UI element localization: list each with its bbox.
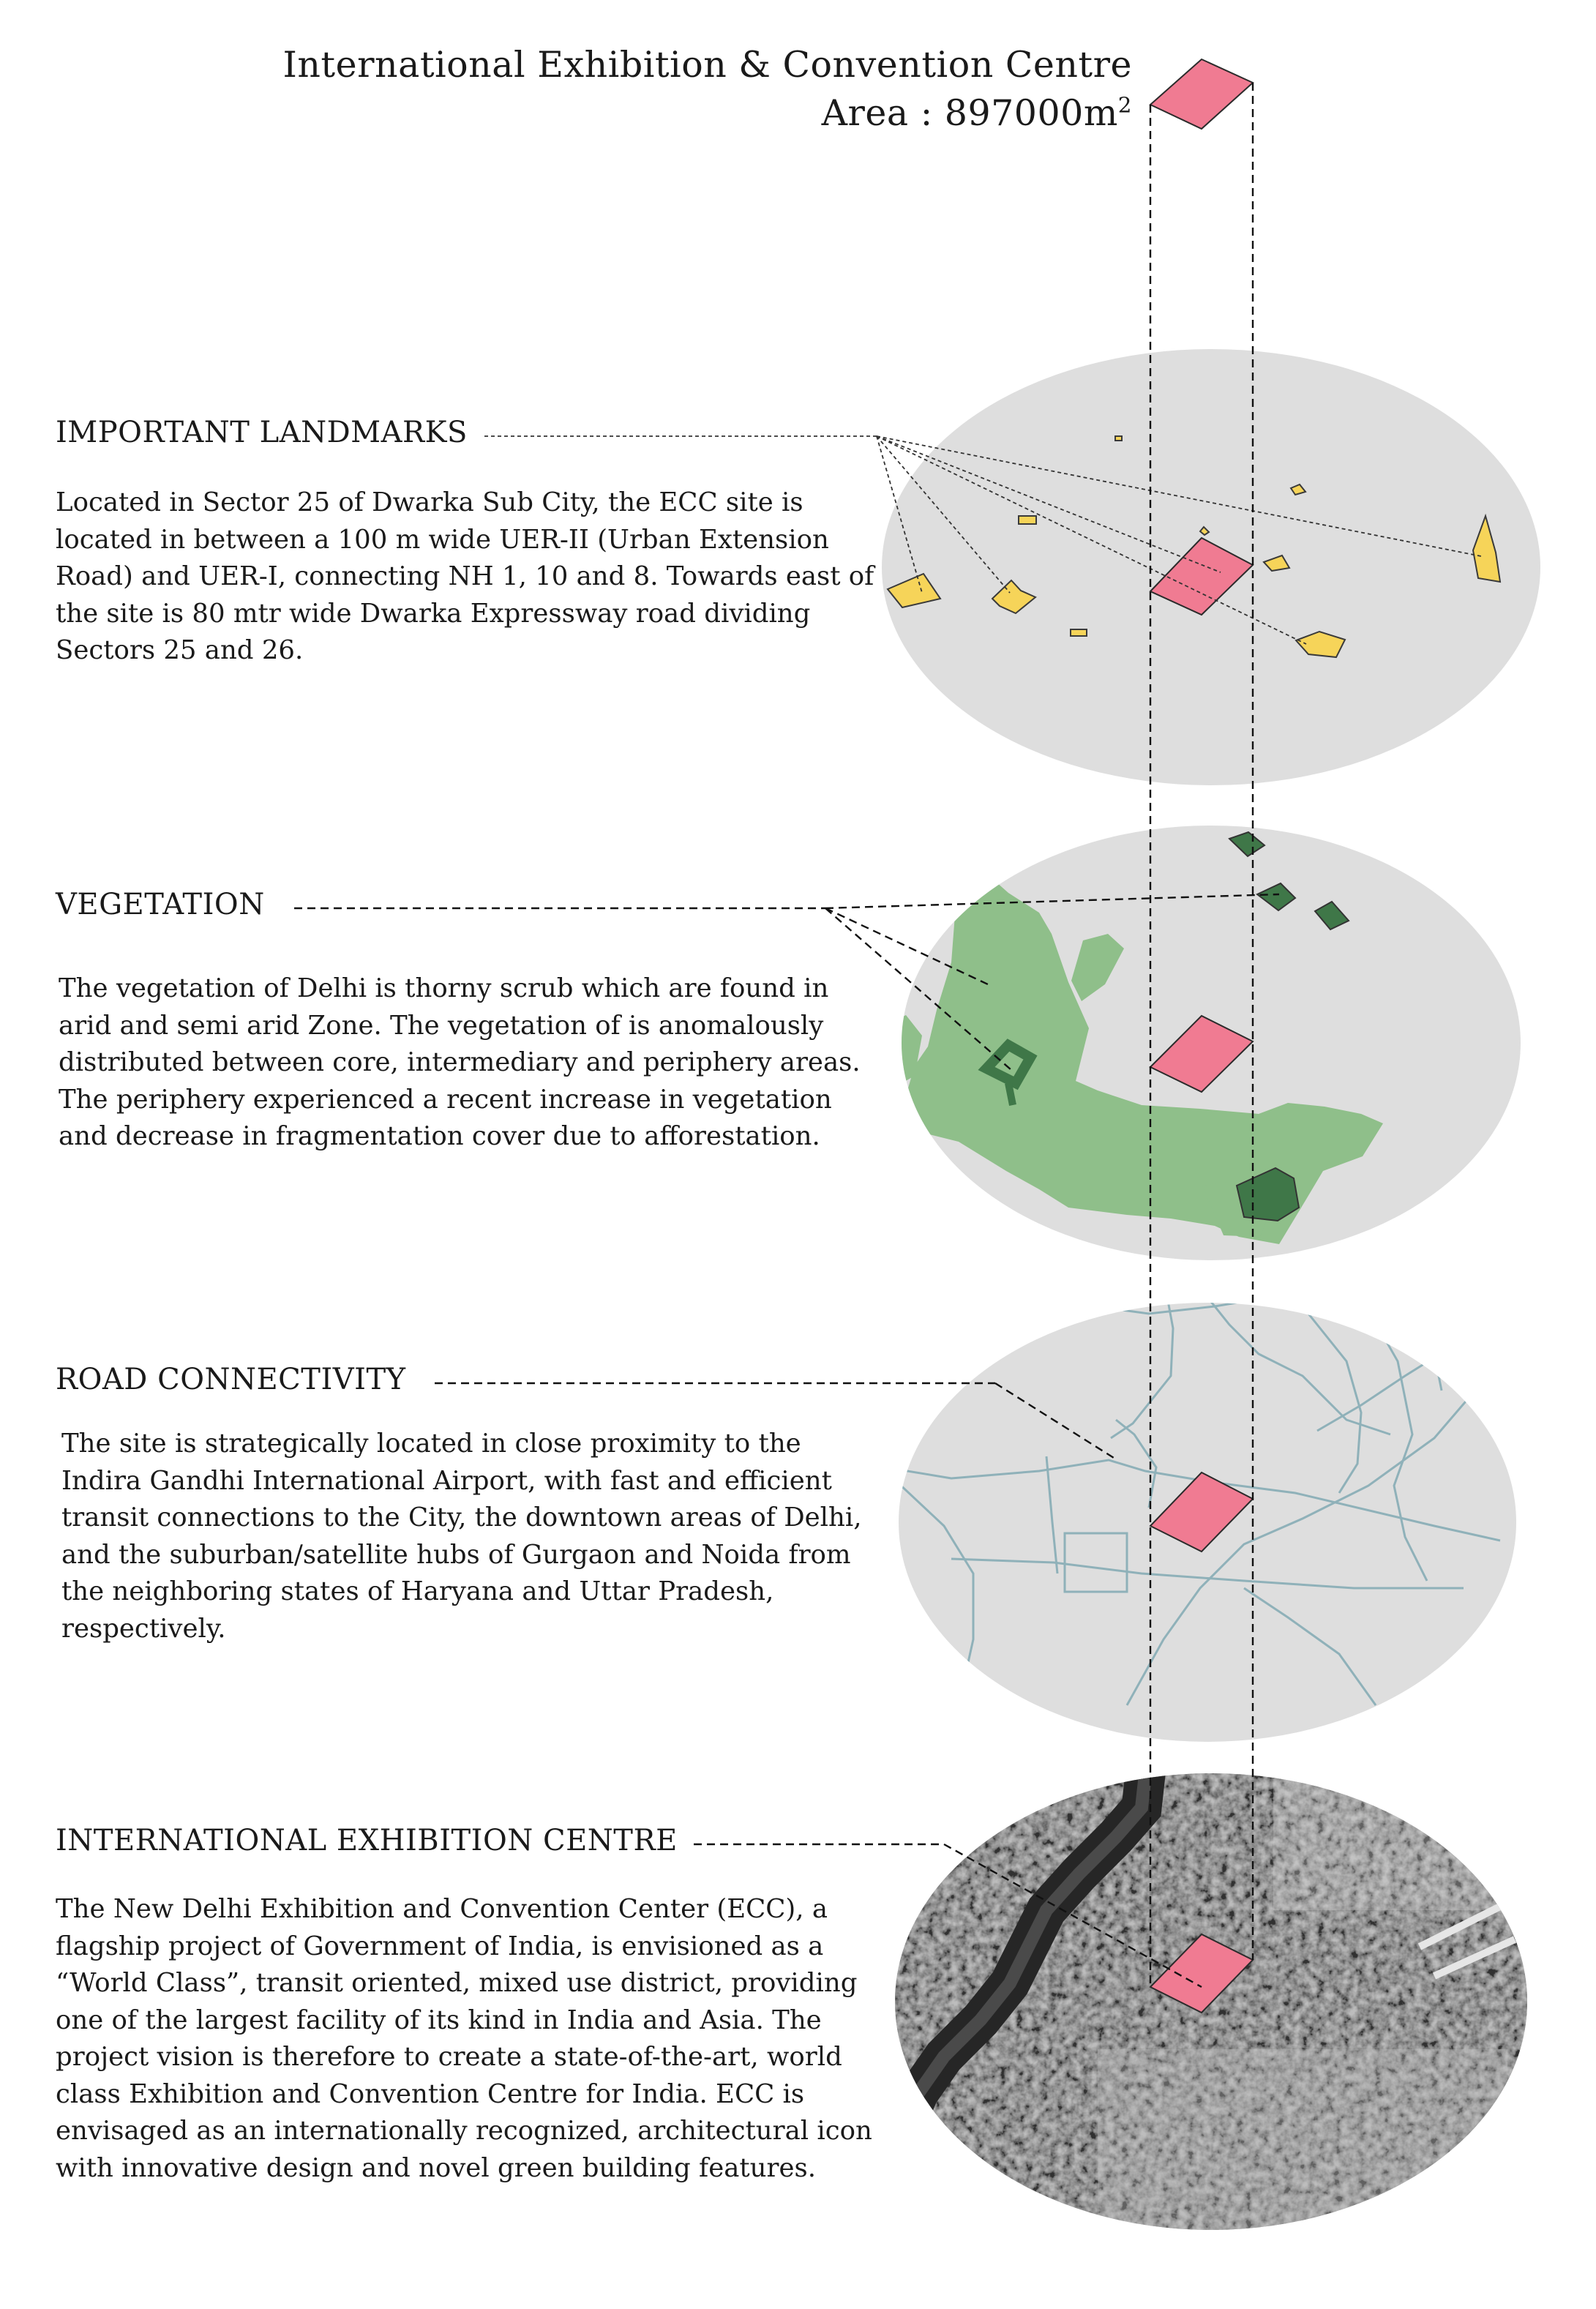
vegetation-body: The vegetation of Delhi is thorny scrub which are found in arid and semi arid Zone. The vegetation of is anomalously distributed between core, intermediary and periphery areas. The periphery experienced a recent increase in vegetation and decrease in fragmentation cover due to afforestation. xyxy=(59,973,861,1151)
landmarks-body: Located in Sector 25 of Dwarka Sub City, the ECC site is located in between a 100 m wide UER-II (Urban Extension Road) and UER-I, connecting NH 1, 10 and 8. Towards east of the site is 80 mtr wide Dwarka Expressway road dividing Sectors 25 and 26. xyxy=(56,487,874,665)
title-block xyxy=(283,41,1132,138)
road-heading: ROAD CONNECTIVITY xyxy=(56,1363,411,1396)
vegetation-dense-stem xyxy=(1008,1083,1013,1105)
exhibition-body: The New Delhi Exhibition and Convention Center (ECC), a flagship project of Government of India, is envisioned as a “World Class”, transit oriented, mixed use district, providing one of the largest facility of its kind in India and Asia. The project vision is therefore to create a state-of-the-art, world class Exhibition and Convention Centre for India. ECC is envisaged as an internationally recognized, architectural icon with innovative design and novel green building features. xyxy=(56,1894,872,2183)
landmark-parcel xyxy=(1115,436,1122,441)
landmark-parcel xyxy=(1019,516,1036,524)
satellite-light-zone xyxy=(1098,2049,1507,2239)
site-parcel-top xyxy=(1150,59,1253,129)
area-label: Area : $897000m^2$ xyxy=(821,92,1132,134)
page-title: International Exhibition & Convention Centre xyxy=(282,44,1132,86)
satellite-light-zone xyxy=(1273,1778,1507,1910)
exhibition-heading: INTERNATIONAL EXHIBITION CENTRE xyxy=(56,1824,682,1857)
landmark-parcel xyxy=(1071,629,1087,636)
road-body: The site is strategically located in close proximity to the Indira Gandhi International Airport, with fast and efficient transit connections to the City, the downtown areas of Delhi, and the suburban/satellite hubs of Gurgaon and Noida from the neighboring states of Haryana and Uttar Pradesh, respectively. xyxy=(61,1429,862,1644)
landmarks-heading: IMPORTANT LANDMARKS xyxy=(56,416,472,449)
area-superscript: 2 xyxy=(1117,92,1132,118)
vegetation-heading: VEGETATION xyxy=(56,888,269,921)
